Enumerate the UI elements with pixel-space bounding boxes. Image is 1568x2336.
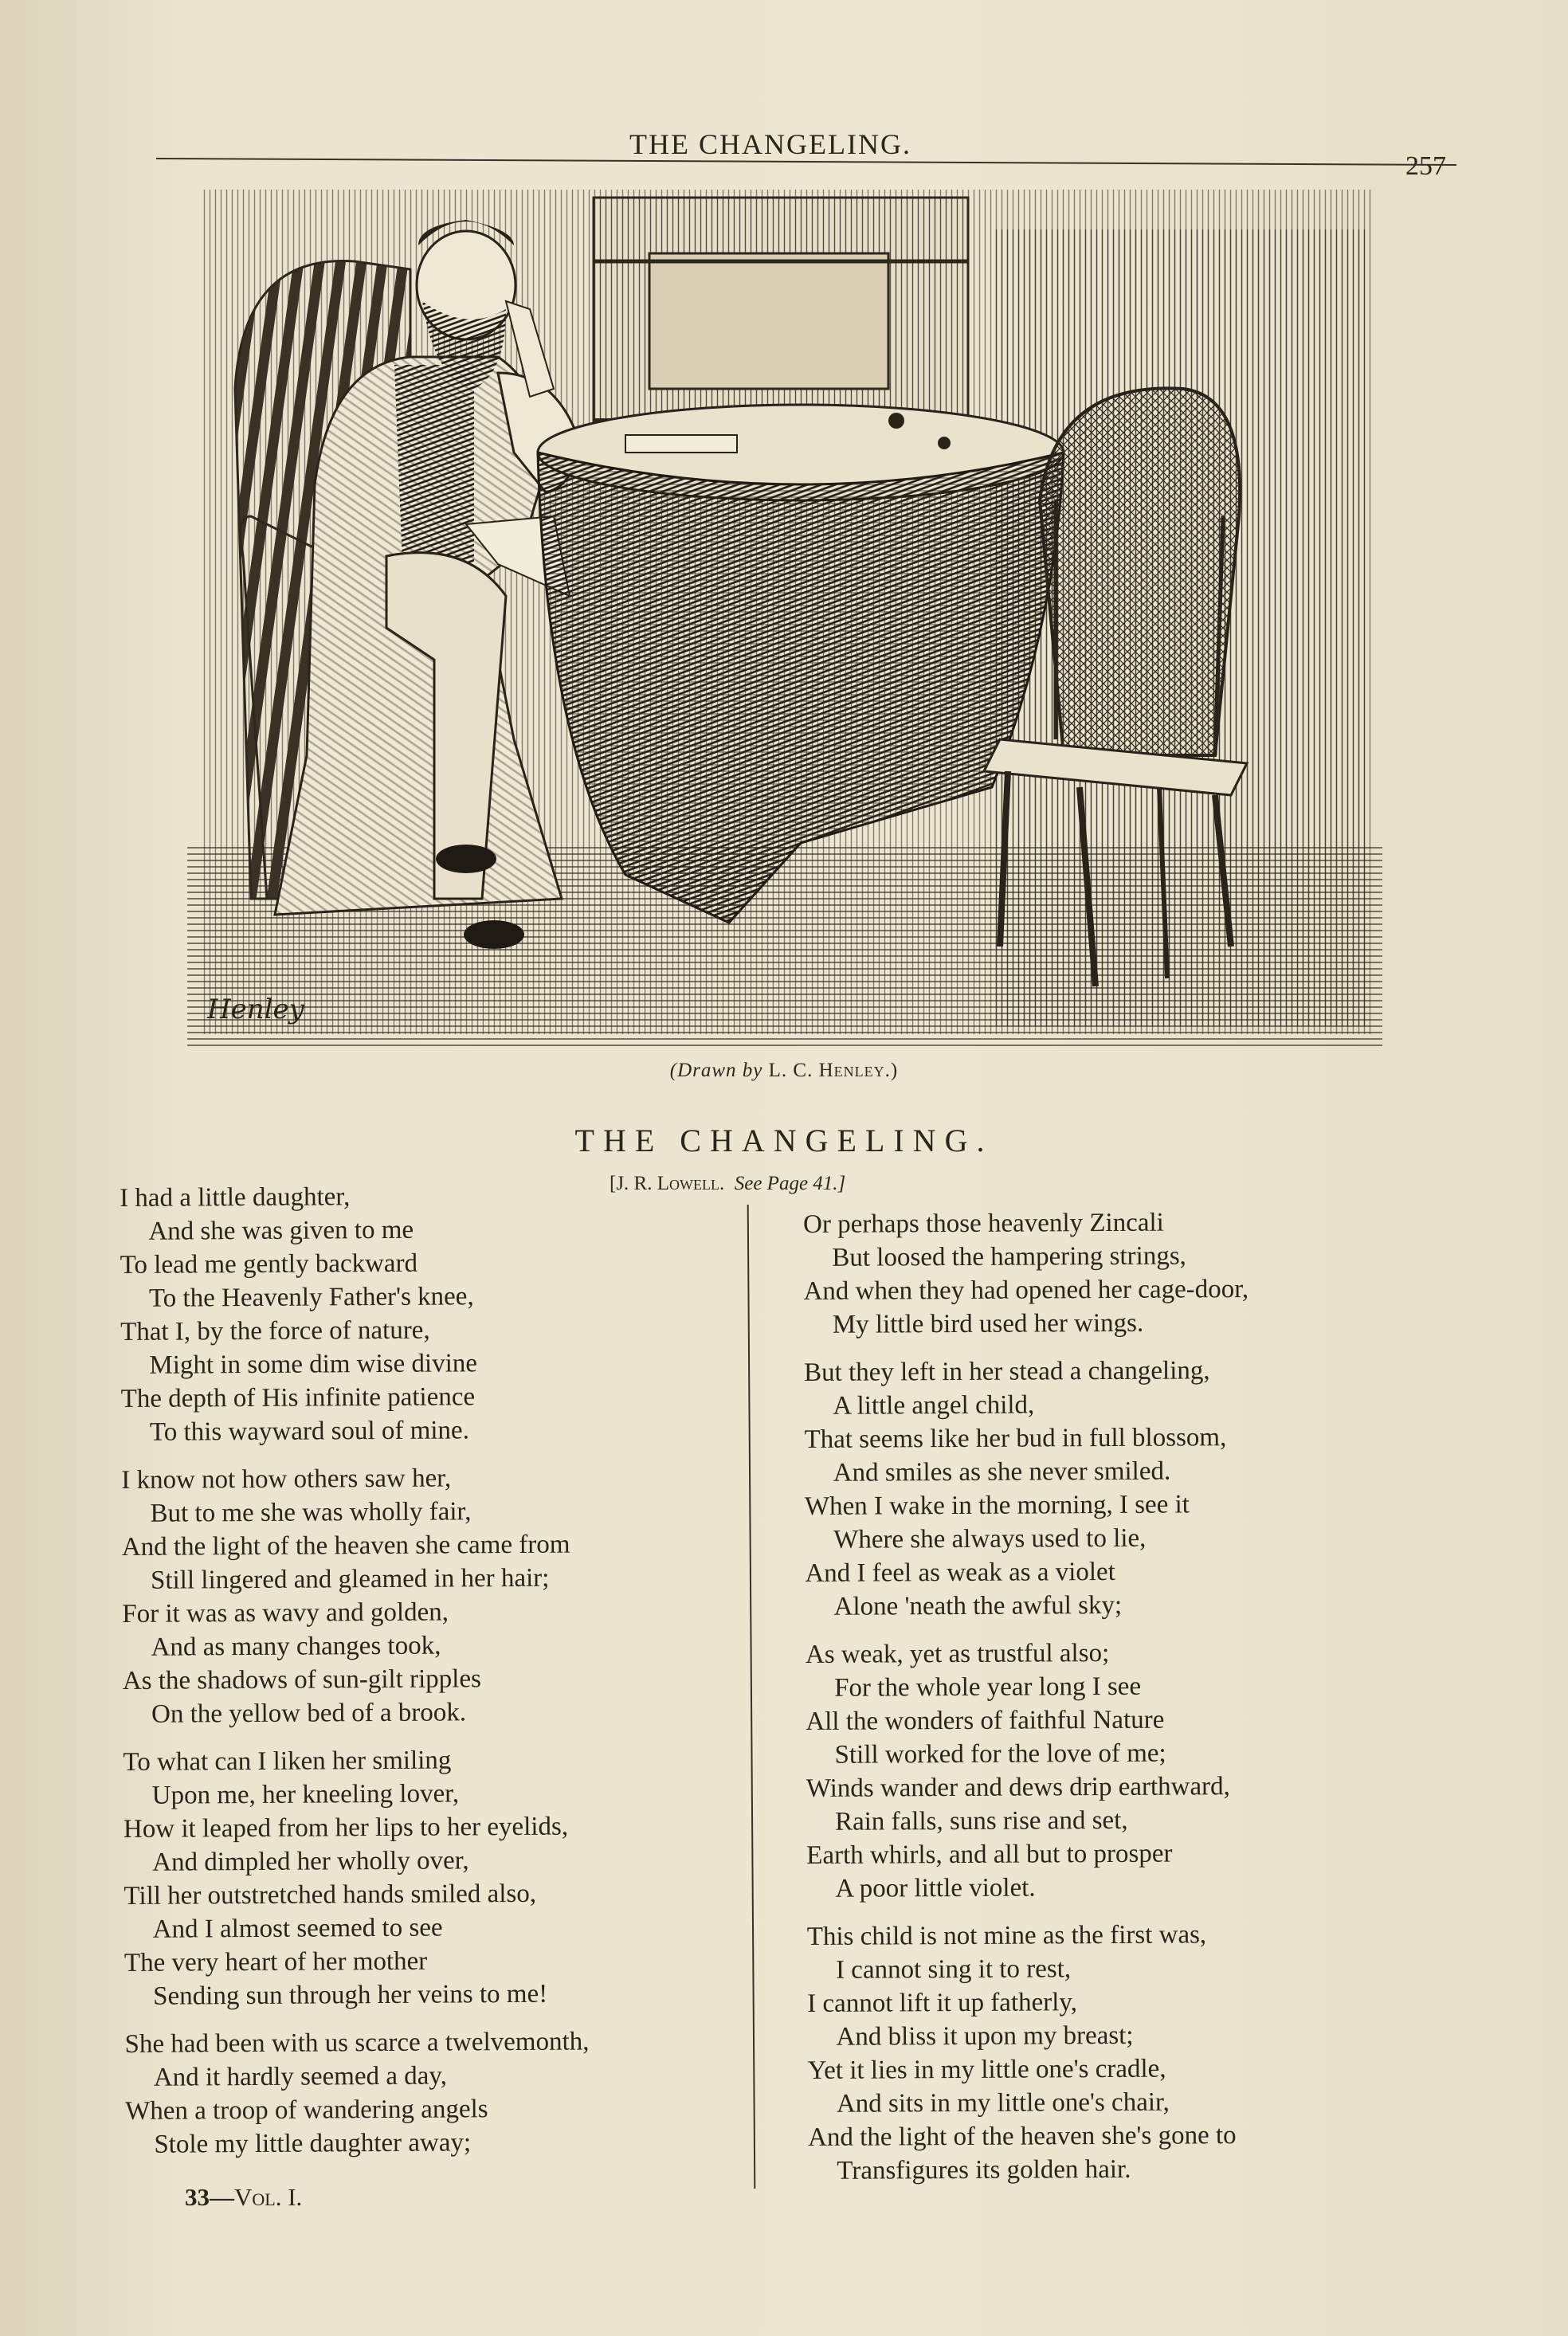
poem-line: She had been with us scarce a twelvemonth, (124, 2027, 590, 2059)
poem-line: But they left in her stead a changeling, (803, 1356, 1210, 1387)
poem-line: Or perhaps those heavenly Zincali (803, 1208, 1164, 1239)
poem-line: I know not how others saw her, (121, 1464, 452, 1495)
stanza (121, 1460, 760, 1731)
stanza (807, 1917, 1382, 2188)
poem-line: And I feel as weak as a violet (805, 1557, 1115, 1588)
poem-line: That I, by the force of nature, (120, 1315, 430, 1346)
poem-line: Stole my little daughter away; (154, 2128, 472, 2159)
poem-line: Earth whirls, and all but to prosper (806, 1839, 1173, 1870)
poem-line: For the whole year long I see (834, 1672, 1142, 1703)
caption-artist: L. C. Henley.) (768, 1060, 899, 1081)
attribution-reference: See Page 41.] (734, 1173, 846, 1194)
artist-signature: Henley (207, 994, 304, 1025)
stanza (123, 1742, 762, 2013)
poem-line: And the light of the heaven she came from (121, 1530, 570, 1562)
stanza (120, 1178, 759, 1449)
poem-line: All the wonders of faithful Nature (806, 1705, 1165, 1736)
poem-line: Transfigures its golden hair. (837, 2154, 1131, 2185)
poem-line: But loosed the hampering strings, (832, 1241, 1186, 1272)
poem-line: To this wayward soul of mine. (149, 1416, 469, 1447)
signature-number: 33— (185, 2183, 234, 2211)
stanza (806, 1635, 1381, 1906)
poem-line: My little bird used her wings. (832, 1308, 1144, 1339)
poem-line: And dimpled her wholly over, (152, 1846, 469, 1877)
poem-line: A poor little violet. (835, 1873, 1036, 1903)
attribution-author: [J. R. Lowell. (610, 1173, 725, 1194)
poem-line: And when they had opened her cage-door, (803, 1275, 1249, 1306)
poem-line: I had a little daughter, (120, 1182, 351, 1213)
poem-line: As the shadows of sun-gilt ripples (122, 1664, 481, 1695)
poem-line: As weak, yet as trustful also; (805, 1638, 1110, 1669)
poem-line: The depth of His infinite patience (120, 1382, 476, 1413)
poem-line: Yet it lies in my little one's cradle, (807, 2054, 1166, 2085)
poem-line: Might in some dim wise divine (149, 1349, 478, 1380)
poem-line: Sending sun through her veins to me! (153, 1979, 548, 2011)
poem-line: To lead me gently backward (120, 1248, 418, 1280)
caption-prefix: (Drawn by (669, 1060, 763, 1081)
poem-line: Till her outstretched hands smiled also, (123, 1879, 537, 1911)
poem-line: But to me she was wholly fair, (150, 1497, 472, 1528)
running-title: THE CHANGELING. (629, 128, 911, 160)
engraving-drawing (179, 182, 1386, 1058)
stanza (803, 1205, 1378, 1342)
poem-line: When a troop of wandering angels (125, 2095, 488, 2126)
poem-line: How it leaped from her lips to her eyelids, (123, 1812, 569, 1844)
poem-line: I cannot lift it up fatherly, (807, 1988, 1078, 2018)
poem-line: On the yellow bed of a brook. (151, 1698, 467, 1729)
poem-line: That seems like her bud in full blossom, (804, 1423, 1227, 1454)
poem-right-column (803, 1205, 1382, 2202)
poem-line: To the Heavenly Father's knee, (148, 1282, 474, 1313)
stanza (804, 1353, 1379, 1624)
signature-volume: Vol. I. (234, 2183, 303, 2211)
poem-line: And as many changes took, (151, 1631, 441, 1662)
poem-line: For it was as wavy and golden, (122, 1597, 449, 1629)
poem-line: Upon me, her kneeling lover, (151, 1779, 460, 1810)
poem-line: When I wake in the morning, I see it (804, 1490, 1190, 1521)
poem-line: And she was given to me (148, 1215, 414, 1246)
poem-line: The very heart of her mother (123, 1946, 428, 1977)
poem-line: A little angel child, (833, 1390, 1035, 1421)
poem-left-column (120, 1178, 763, 2176)
poem-line: Rain falls, suns rise and set, (834, 1805, 1128, 1836)
poem-line: To what can I liken her smiling (123, 1746, 452, 1777)
stanza (124, 2024, 762, 2162)
page-number: 257 (1405, 151, 1446, 181)
poem-line: I cannot sing it to rest, (835, 1954, 1072, 1985)
poem-title: THE CHANGELING. (574, 1123, 994, 1158)
illustration-caption (0, 1060, 1568, 1082)
poem-line: Still worked for the love of me; (834, 1738, 1166, 1770)
poem-line: And bliss it upon my breast; (836, 2020, 1134, 2052)
engraving-illustration (179, 182, 1386, 1058)
poem-line: This child is not mine as the first was, (806, 1920, 1207, 1951)
poem-line: And I almost seemed to see (152, 1913, 443, 1944)
printer-signature-mark (185, 2183, 302, 2212)
poem-line: And the light of the heaven she's gone to (808, 2121, 1237, 2152)
poem-line: And smiles as she never smiled. (833, 1456, 1171, 1487)
poem-line: Alone 'neath the awful sky; (833, 1590, 1123, 1621)
poem-line: And sits in my little one's chair, (836, 2087, 1170, 2118)
poem-line: Where she always used to lie, (833, 1523, 1147, 1554)
poem-line: Winds wander and dews drip earthward, (806, 1772, 1230, 1803)
poem-line: Still lingered and gleamed in her hair; (150, 1563, 550, 1595)
poem-line: And it hardly seemed a day, (153, 2061, 448, 2092)
